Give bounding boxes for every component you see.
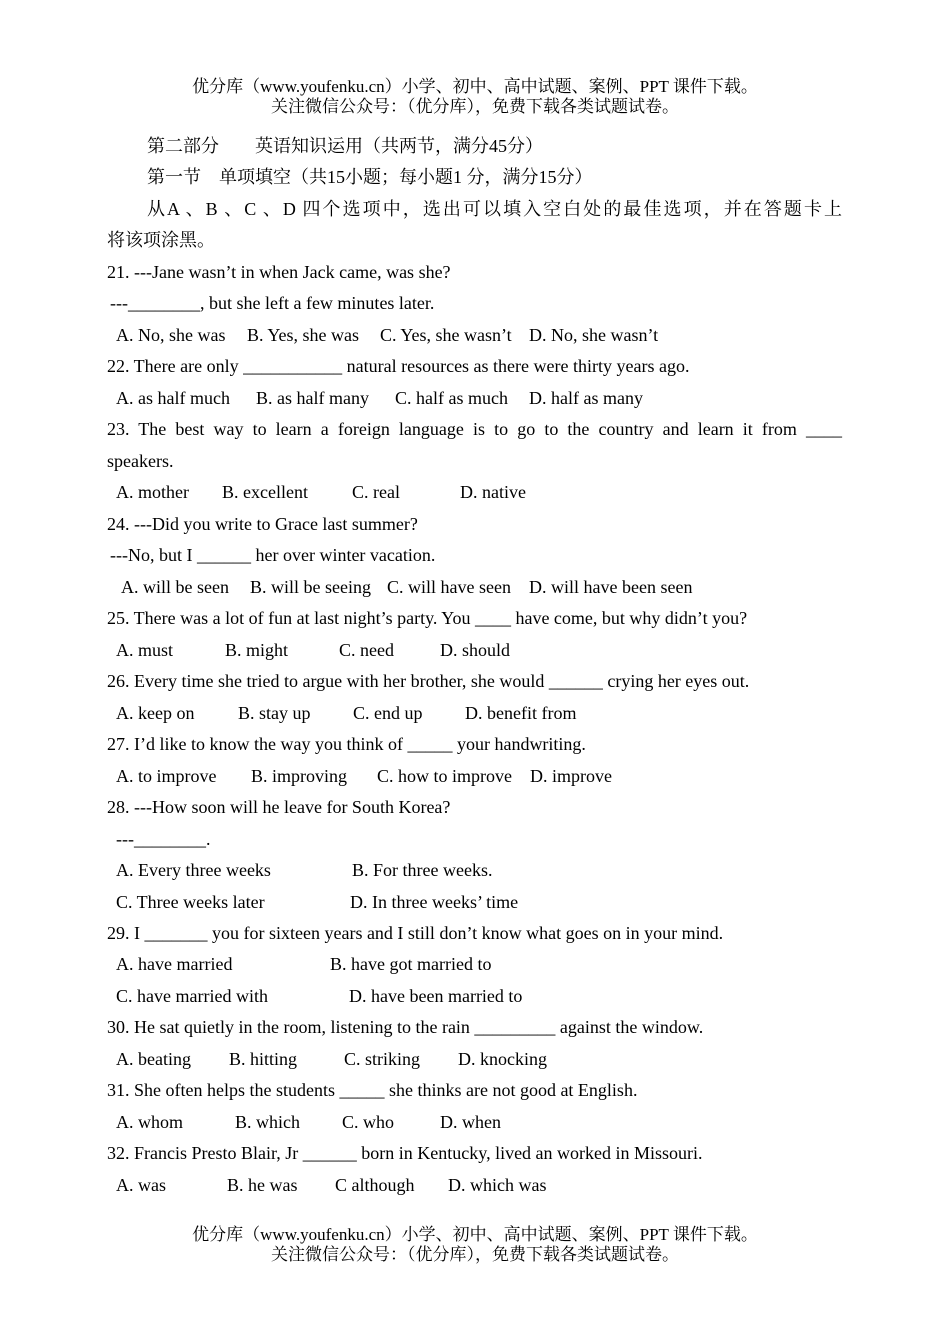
header-line-1: 优分库（www.youfenku.cn）小学、初中、高中试题、案例、PPT 课件下载。 xyxy=(192,77,758,96)
option-d[interactable]: D. knocking xyxy=(458,1049,547,1069)
option-c[interactable]: C. who xyxy=(342,1112,395,1132)
option-b[interactable]: B. have got married to xyxy=(330,954,492,974)
option-a[interactable]: A. must xyxy=(116,640,174,660)
question-21-stem: 21. ---Jane wasn’t in when Jack came, was she? xyxy=(107,262,451,282)
option-a[interactable]: A. was xyxy=(116,1175,166,1195)
option-c[interactable]: C. will have seen xyxy=(387,577,511,597)
option-a[interactable]: A. to improve xyxy=(116,766,217,786)
subsection-heading: 第一节 单项填空（共15小题；每小题1 分，满分15分） xyxy=(147,167,593,187)
page-header xyxy=(0,77,950,117)
option-b[interactable]: B. For three weeks. xyxy=(352,860,493,880)
part-heading: 第二部分 英语知识运用（共两节，满分45分） xyxy=(147,136,543,156)
option-b[interactable]: B. excellent xyxy=(222,482,308,502)
option-b[interactable]: B. stay up xyxy=(238,703,311,723)
option-b[interactable]: B. he was xyxy=(227,1175,298,1195)
option-c[interactable]: C. need xyxy=(339,640,394,660)
option-d[interactable]: D. improve xyxy=(530,766,612,786)
footer-line-2: 关注微信公众号：（优分库），免费下载各类试题试卷。 xyxy=(271,1245,679,1264)
footer-line-1: 优分库（www.youfenku.cn）小学、初中、高中试题、案例、PPT 课件下载。 xyxy=(192,1225,758,1244)
instruction-line-2: 将该项涂黑。 xyxy=(107,230,215,250)
option-c[interactable]: C. Yes, she wasn’t xyxy=(380,325,512,345)
option-c[interactable]: C. striking xyxy=(344,1049,421,1069)
option-d[interactable]: D. No, she wasn’t xyxy=(529,325,659,345)
option-c[interactable]: C although xyxy=(335,1175,415,1195)
question-22-stem: 22. There are only ___________ natural resources as there were thirty years ago. xyxy=(107,356,690,376)
option-d[interactable]: D. half as many xyxy=(529,388,643,408)
option-d[interactable]: D. which was xyxy=(448,1175,547,1195)
option-c[interactable]: C. end up xyxy=(353,703,423,723)
option-b[interactable]: B. which xyxy=(235,1112,300,1132)
option-b[interactable]: B. hitting xyxy=(229,1049,298,1069)
option-a[interactable]: A. will be seen xyxy=(121,577,229,597)
question-21-response: ---________, but she left a few minutes later. xyxy=(110,293,435,313)
question-31-stem: 31. She often helps the students _____ she thinks are not good at English. xyxy=(107,1080,638,1100)
question-24-response: ---No, but I ______ her over winter vacation. xyxy=(110,545,436,565)
option-c[interactable]: C. real xyxy=(352,482,400,502)
option-d[interactable]: D. will have been seen xyxy=(529,577,693,597)
option-d[interactable]: D. benefit from xyxy=(465,703,577,723)
option-c[interactable]: C. how to improve xyxy=(377,766,512,786)
header-line-2: 关注微信公众号：（优分库），免费下载各类试题试卷。 xyxy=(271,97,679,116)
option-a[interactable]: A. No, she was xyxy=(116,325,226,345)
option-d[interactable]: D. native xyxy=(460,482,526,502)
question-23-stem: 23. The best way to learn a foreign language is to go to the country and learn it from ____ xyxy=(107,419,842,439)
question-25-stem: 25. There was a lot of fun at last night’s party. You ____ have come, but why didn’t you? xyxy=(107,608,748,628)
option-b[interactable]: B. improving xyxy=(251,766,348,786)
question-24-stem: 24. ---Did you write to Grace last summer? xyxy=(107,514,418,534)
option-b[interactable]: B. might xyxy=(225,640,289,660)
option-a[interactable]: A. as half much xyxy=(116,388,230,408)
question-32-stem: 32. Francis Presto Blair, Jr ______ born in Kentucky, lived an worked in Missouri. xyxy=(107,1143,703,1163)
question-27-stem: 27. I’d like to know the way you think of _____ your handwriting. xyxy=(107,734,586,754)
option-b[interactable]: B. as half many xyxy=(256,388,369,408)
option-d[interactable]: D. In three weeks’ time xyxy=(350,892,519,912)
question-30-stem: 30. He sat quietly in the room, listening to the rain _________ against the window. xyxy=(107,1017,704,1037)
question-28-response: ---________. xyxy=(116,829,211,849)
option-a[interactable]: A. Every three weeks xyxy=(116,860,271,880)
option-c[interactable]: C. Three weeks later xyxy=(116,892,265,912)
question-29-stem: 29. I _______ you for sixteen years and I still don’t know what goes on in your mind. xyxy=(107,923,724,943)
option-b[interactable]: B. will be seeing xyxy=(250,577,371,597)
page-footer xyxy=(0,1225,950,1265)
option-a[interactable]: A. keep on xyxy=(116,703,195,723)
option-c[interactable]: C. have married with xyxy=(116,986,268,1006)
question-28-stem: 28. ---How soon will he leave for South Korea? xyxy=(107,797,451,817)
instruction-line-1: 从A 、B 、C 、D 四个选项中，选出可以填入空白处的最佳选项，并在答题卡上 xyxy=(147,199,842,219)
option-d[interactable]: D. when xyxy=(440,1112,501,1132)
option-d[interactable]: D. have been married to xyxy=(349,986,523,1006)
question-26-stem: 26. Every time she tried to argue with her brother, she would ______ crying her eyes out. xyxy=(107,671,750,691)
option-a[interactable]: A. beating xyxy=(116,1049,191,1069)
question-23-stem-cont: speakers. xyxy=(107,451,174,471)
option-a[interactable]: A. have married xyxy=(116,954,233,974)
option-c[interactable]: C. half as much xyxy=(395,388,508,408)
option-b[interactable]: B. Yes, she was xyxy=(247,325,360,345)
option-d[interactable]: D. should xyxy=(440,640,511,660)
option-a[interactable]: A. whom xyxy=(116,1112,183,1132)
option-a[interactable]: A. mother xyxy=(116,482,189,502)
